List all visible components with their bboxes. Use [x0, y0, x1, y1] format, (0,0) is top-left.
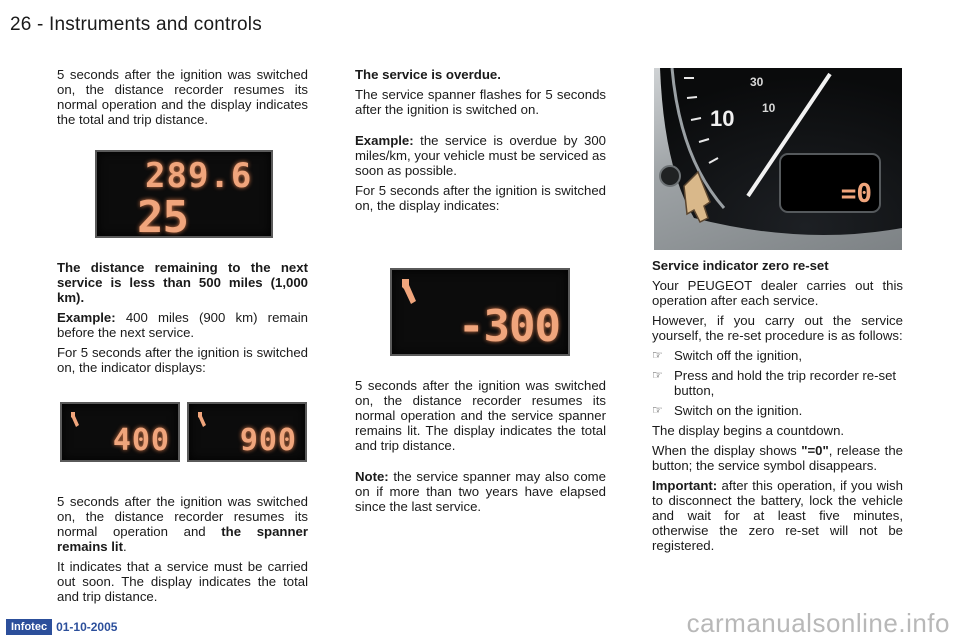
lcd-trip-distance: 25 — [137, 192, 188, 238]
col3-paragraph-2: However, if you carry out the service yourself, the re-set procedure is as follows: — [652, 313, 903, 343]
col3-important-text: after this operation, if you wish to disconnect the battery, lock the vehicle and wait for at least five minutes, otherwise the zero re-set will not be registered. — [652, 478, 903, 553]
col3-important-label: Important: — [652, 478, 718, 493]
page-number: 26 — [10, 14, 32, 35]
dashboard-image — [654, 68, 902, 250]
col1-heading-remaining: The distance remaining to the next service is less than 500 miles (1,000 km). — [57, 260, 308, 305]
watermark: carmanualsonline.info — [686, 608, 950, 638]
spanner-icon — [68, 410, 84, 430]
col2-example — [355, 133, 606, 178]
col3-bullet-2: ☞ Press and hold the trip recorder re-set button, — [652, 368, 897, 398]
col1-paragraph-4: 5 seconds after the ignition was switched on, the distance recorder resumes its normal operation and the spanner remains lit. — [57, 494, 309, 554]
spanner-icon — [195, 410, 211, 430]
col2-note-text: the service spanner may also come on if more than two years have elapsed since the last service. — [355, 469, 606, 514]
pointing-hand-icon: ☞ — [652, 348, 663, 362]
col2-overdue — [355, 67, 606, 218]
pointing-hand-icon: ☞ — [652, 403, 663, 417]
col2-note-label: Note: — [355, 469, 389, 484]
lcd-remaining-400-value: 400 — [112, 423, 170, 458]
col1-intro — [57, 67, 308, 132]
col1-example — [57, 310, 308, 340]
col1-paragraph-1: 5 seconds after the ignition was switched on, the distance recorder resumes its normal operation and the display indicates the total and trip distance. — [57, 67, 308, 127]
pointing-hand-icon: ☞ — [652, 368, 663, 382]
lcd-remaining-900-value: 900 — [239, 423, 297, 458]
lcd-total-distance: 289.6 — [145, 156, 253, 196]
col1-example-label: Example: — [57, 310, 116, 325]
col3-paragraph-3: The display begins a countdown. — [652, 423, 845, 438]
col1-remaining — [57, 260, 308, 380]
lcd-overdue-value: -300 — [458, 301, 560, 352]
gauge-label-30: 30 — [750, 75, 764, 89]
col2-paragraph-1: The service spanner flashes for 5 seconds after the ignition is switched on. — [355, 87, 606, 117]
gauge-label-10: 10 — [710, 106, 735, 131]
spanner-icon — [398, 276, 424, 310]
col1-paragraph-5: It indicates that a service must be carried out soon. The display indicates the total and trip distance. — [57, 559, 308, 604]
col3-paragraph-1: Your PEUGEOT dealer carries out this operation after each service. — [652, 278, 903, 308]
col2-example-label: Example: — [355, 133, 414, 148]
col1-paragraph-3: For 5 seconds after the ignition is switched on, the indicator displays: — [57, 345, 308, 375]
footer — [6, 619, 117, 635]
dash-lcd-readout: =0 — [840, 179, 872, 209]
lcd-total-trip-display — [95, 150, 273, 238]
page-header: 26 - Instruments and controls — [10, 14, 262, 35]
col1-example-text: 400 miles (900 km) remain before the next service. — [57, 310, 308, 340]
page-title: Instruments and controls — [49, 14, 262, 35]
col3-important — [652, 478, 903, 553]
col2-paragraph-3: For 5 seconds after the ignition is switched on, the display indicates: — [355, 183, 606, 213]
footer-date: 01-10-2005 — [56, 620, 118, 634]
trip-reset-button — [660, 166, 680, 186]
lcd-remaining-400 — [60, 402, 180, 462]
col3-reset — [652, 258, 903, 558]
col3-heading-reset: Service indicator zero re-set — [652, 258, 829, 273]
lcd-overdue-display — [390, 268, 570, 356]
col3-paragraph-4: When the display shows "=0", release the button; the service symbol disappears. — [652, 443, 903, 473]
col2-after — [355, 378, 606, 519]
col3-bullet-1: ☞ Switch off the ignition, — [652, 348, 803, 363]
dashboard-gauge-illustration — [654, 68, 902, 250]
col2-heading-overdue: The service is overdue. — [355, 67, 501, 82]
col1-spanner-lit — [57, 494, 308, 609]
lcd-remaining-900 — [187, 402, 307, 462]
gauge-label-10-small: 10 — [762, 101, 776, 115]
col1-spanner-lit-bold: the spanner remains lit — [57, 524, 309, 554]
col2-paragraph-4: 5 seconds after the ignition was switched on, the distance recorder resumes its normal operation and the service spanner remains lit. The display indicates the total and trip distance. — [355, 378, 606, 453]
col2-example-text: the service is overdue by 300 miles/km, your vehicle must be serviced as soon as possible. — [355, 133, 606, 178]
infotec-logo: Infotec — [6, 619, 52, 635]
col2-note — [355, 469, 606, 514]
col3-zero-readout-bold: "=0" — [801, 443, 829, 458]
col3-bullet-3: ☞ Switch on the ignition. — [652, 403, 803, 418]
